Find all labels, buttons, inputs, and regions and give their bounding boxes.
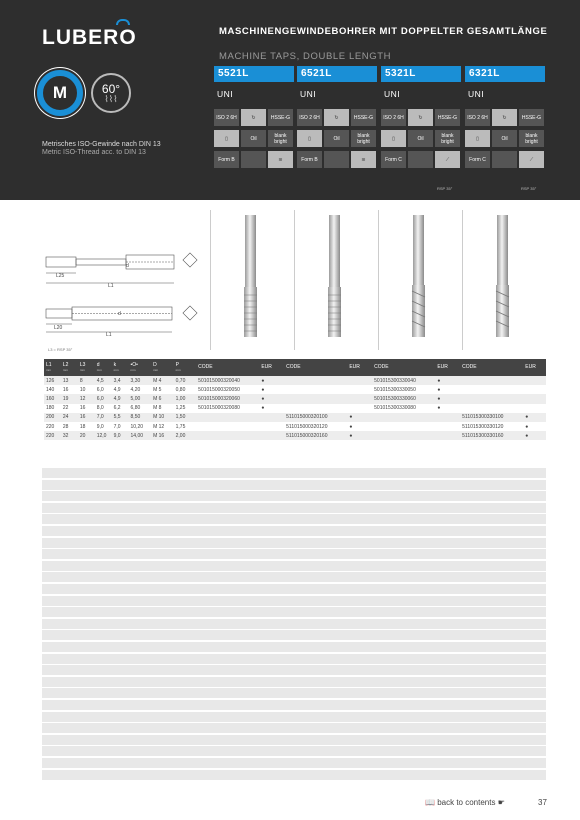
table-cell: 5,00	[129, 394, 152, 403]
table-cell: 9,0	[112, 431, 129, 440]
table-cell: ●	[435, 376, 460, 385]
product-type: UNI	[384, 89, 401, 99]
flute-icon: ≋	[268, 151, 293, 168]
table-cell: 7,0	[95, 413, 112, 422]
table-cell: 501015300330050	[374, 386, 416, 393]
table-cell: M 10	[151, 413, 174, 422]
table-cell: 1,00	[174, 394, 197, 403]
blank-badge	[492, 151, 517, 168]
table-cell: 140	[46, 386, 55, 393]
column-header: P mm	[174, 359, 197, 376]
table-cell	[284, 385, 347, 394]
tolerance-badge: ISO 2 6H	[214, 109, 239, 126]
table-cell	[372, 431, 435, 440]
dim-l25: L25	[56, 273, 65, 279]
table-cell	[372, 422, 435, 431]
empty-row	[42, 735, 546, 745]
lubricant-badge: Oil	[492, 130, 517, 147]
table-cell: 9,0	[96, 423, 104, 430]
table-cell: ●	[261, 405, 265, 412]
table-cell	[460, 404, 523, 413]
product-type: UNI	[217, 89, 234, 99]
rsp-angle-note: RSP 35°	[521, 186, 537, 191]
table-cell: 7,0	[113, 423, 121, 430]
table-cell: 10,20	[130, 423, 144, 430]
product-type: UNI	[300, 89, 317, 99]
spiral-flute-icon: ⟋	[519, 151, 544, 168]
table-row	[44, 413, 546, 422]
table-cell: 220	[46, 423, 55, 430]
column-header: EUR	[435, 359, 460, 376]
table-cell	[435, 431, 460, 440]
table-cell: 6,0	[95, 394, 112, 403]
empty-row	[42, 700, 546, 710]
table-row	[44, 394, 546, 403]
table-cell	[284, 394, 347, 403]
square-profile-icon	[183, 306, 197, 320]
back-to-contents-label: back to contents	[437, 798, 496, 807]
dim-d-bottom: d	[118, 311, 121, 317]
table-cell: 8	[78, 376, 95, 385]
empty-row	[42, 561, 546, 571]
table-cell: ●	[347, 413, 372, 422]
finish-badge: blank bright	[519, 130, 544, 147]
table-cell	[435, 413, 460, 422]
metric-profile-badge: M	[37, 70, 83, 116]
table-cell: M 8	[153, 405, 162, 412]
table-cell: M 16	[151, 431, 174, 440]
dimensions-table	[44, 359, 546, 440]
spiral-flute-icon: ⟋	[435, 151, 460, 168]
empty-row	[42, 677, 546, 687]
table-cell: 4,9	[112, 394, 129, 403]
table-cell: 6,0	[96, 386, 104, 393]
table-cell: 12,0	[95, 431, 112, 440]
column-header: CODE	[372, 359, 435, 376]
empty-row	[42, 630, 546, 640]
table-header-row	[44, 359, 546, 376]
table-cell: 8,0	[96, 405, 104, 412]
blank-badge	[241, 151, 266, 168]
book-icon: 📖	[425, 798, 435, 807]
product-type: UNI	[468, 89, 485, 99]
form-badge: Form C	[381, 151, 406, 168]
column-header: L2 mm	[61, 359, 78, 376]
table-cell	[347, 394, 372, 403]
empty-row	[42, 688, 546, 698]
form-badge: Form B	[297, 151, 322, 168]
table-cell	[460, 385, 523, 394]
table-cell: 4,9	[113, 386, 121, 393]
tap-image-6321L	[496, 215, 509, 337]
page-header	[0, 0, 580, 200]
iso-standard-en: Metric ISO-Thread acc. to DIN 13	[42, 149, 146, 156]
table-cell: ●	[259, 394, 284, 403]
lubricant-badge: Oil	[324, 130, 349, 147]
dim-d-top: d	[126, 263, 129, 269]
table-cell: 0,70	[174, 376, 197, 385]
column-divider	[294, 210, 295, 350]
table-row	[44, 422, 546, 431]
table-cell: ●	[435, 394, 460, 403]
flute-icon: ≋	[351, 151, 376, 168]
page-title-de: MASCHINENGEWINDEBOHRER MIT DOPPELTER GESAMTLÄNGE	[219, 26, 548, 37]
table-cell: 501015300330040	[372, 376, 435, 385]
column-divider	[210, 210, 211, 350]
table-cell: 501015300330080	[374, 405, 416, 412]
empty-row	[42, 723, 546, 733]
table-cell	[347, 376, 372, 385]
table-cell: ●	[437, 405, 441, 412]
table-cell: 1,75	[175, 423, 186, 430]
table-cell: 32	[61, 431, 78, 440]
tap-image-6521L	[328, 215, 341, 337]
table-cell: 200	[44, 413, 61, 422]
column-header: k mm	[112, 359, 129, 376]
tap-image-5321L	[412, 215, 425, 337]
tap-image-5521L	[244, 215, 257, 337]
empty-row	[42, 619, 546, 629]
product-column-2	[297, 66, 377, 168]
table-cell: 1,50	[174, 413, 197, 422]
table-cell: M 5	[153, 386, 162, 393]
table-cell	[347, 385, 372, 394]
material-badge: HSSE-G	[351, 109, 376, 126]
table-cell	[460, 394, 523, 403]
material-badge: HSSE-G	[268, 109, 293, 126]
thread-angle-badge: 60° ⌇⌇⌇	[91, 73, 131, 113]
table-cell	[196, 422, 259, 431]
table-cell: M 4	[151, 376, 174, 385]
tool-shape-icon: ▯	[465, 130, 490, 147]
table-cell: 6,80	[130, 405, 141, 412]
form-badge: Form B	[214, 151, 239, 168]
table-cell: 126	[44, 376, 61, 385]
table-row	[44, 404, 546, 413]
tool-shape-icon: ▯	[214, 130, 239, 147]
rotation-icon: ↻	[241, 109, 266, 126]
table-cell: M 6	[151, 394, 174, 403]
page-title-en: MACHINE TAPS, DOUBLE LENGTH	[219, 51, 392, 62]
column-divider	[462, 210, 463, 350]
back-to-contents-link[interactable]	[425, 798, 505, 807]
table-cell: 19	[61, 394, 78, 403]
table-cell	[259, 431, 284, 440]
table-cell: ●	[261, 386, 265, 393]
tap-schematic-2	[46, 307, 172, 332]
dim-l20: L20	[54, 325, 63, 331]
lubricant-badge: Oil	[408, 130, 433, 147]
empty-row	[42, 596, 546, 606]
table-cell: 3,4	[112, 376, 129, 385]
table-cell: 501015300330060	[372, 394, 435, 403]
empty-row	[42, 746, 546, 756]
table-cell	[460, 376, 523, 385]
empty-row	[42, 584, 546, 594]
empty-row	[42, 665, 546, 675]
table-cell	[284, 404, 347, 413]
table-cell: ●	[523, 431, 546, 440]
table-cell: 14,00	[129, 431, 152, 440]
dim-l1-top: L1	[108, 283, 114, 289]
iso-standard-de: Metrisches ISO-Gewinde nach DIN 13	[42, 141, 161, 148]
table-cell: 6,2	[113, 405, 121, 412]
table-row	[44, 431, 546, 440]
empty-row	[42, 503, 546, 513]
l3-footnote: L3 = RSP 35°	[48, 347, 73, 352]
table-cell: 8,50	[129, 413, 152, 422]
table-cell: 13	[61, 376, 78, 385]
empty-row	[42, 712, 546, 722]
table-cell: 501015000320050	[198, 386, 240, 393]
empty-row	[42, 607, 546, 617]
table-cell: 4,20	[130, 386, 141, 393]
table-cell: ●	[437, 386, 441, 393]
table-cell	[196, 413, 259, 422]
finish-badge: blank bright	[351, 130, 376, 147]
empty-row	[42, 491, 546, 501]
tolerance-badge: ISO 2 6H	[465, 109, 490, 126]
form-badge: Form C	[465, 151, 490, 168]
product-column-3	[381, 66, 461, 168]
table-cell: 160	[44, 394, 61, 403]
table-cell	[196, 431, 259, 440]
square-profile-icon	[183, 253, 197, 267]
table-cell: 511015000320120	[286, 423, 328, 430]
table-row	[44, 376, 546, 385]
table-cell: 16	[62, 386, 69, 393]
table-cell: 501015000320060	[196, 394, 259, 403]
finish-badge: blank bright	[435, 130, 460, 147]
tap-drawings	[0, 205, 580, 355]
table-cell: 511015000320100	[284, 413, 347, 422]
logo-arc-icon	[116, 19, 130, 25]
table-cell: 5,5	[112, 413, 129, 422]
blank-badge	[408, 151, 433, 168]
table-cell: 16	[78, 413, 95, 422]
table-cell: 0,80	[175, 386, 186, 393]
column-header: L1 mm	[44, 359, 61, 376]
table-cell: ●	[525, 423, 529, 430]
table-cell	[259, 422, 284, 431]
empty-row	[42, 538, 546, 548]
blank-badge	[324, 151, 349, 168]
product-code: 5321L	[381, 66, 461, 82]
table-cell: 22	[62, 405, 69, 412]
product-column-1	[214, 66, 294, 168]
rotation-icon: ↻	[408, 109, 433, 126]
table-cell: 10	[79, 386, 86, 393]
thread-profile-icon: ⌇⌇⌇	[104, 94, 118, 104]
product-code: 6521L	[297, 66, 377, 82]
table-cell	[259, 413, 284, 422]
table-cell	[523, 394, 546, 403]
column-header: CODE	[284, 359, 347, 376]
table-cell	[523, 404, 546, 413]
tap-schematic-1	[46, 255, 174, 283]
product-code: 6321L	[465, 66, 545, 82]
column-header: •O• mm	[129, 359, 152, 376]
table-cell: 501015000320040	[196, 376, 259, 385]
table-cell	[372, 413, 435, 422]
finish-badge: blank bright	[268, 130, 293, 147]
hand-pointer-icon: ☛	[497, 798, 505, 807]
empty-row	[42, 654, 546, 664]
column-header: L3 mm	[78, 359, 95, 376]
table-cell: 20	[78, 431, 95, 440]
page-number: 37	[538, 798, 547, 807]
table-cell: 501015000320080	[198, 405, 240, 412]
table-cell: 180	[46, 405, 55, 412]
empty-row	[42, 642, 546, 652]
table-cell: ●	[259, 376, 284, 385]
table-cell: 28	[62, 423, 69, 430]
table-row	[44, 385, 546, 394]
column-header: EUR	[523, 359, 546, 376]
brand-logo: LUBERO	[42, 26, 137, 49]
table-cell: ●	[347, 431, 372, 440]
table-cell: 511015300330100	[460, 413, 523, 422]
column-divider	[378, 210, 379, 350]
column-header: CODE	[460, 359, 523, 376]
table-cell: M 12	[153, 423, 165, 430]
tolerance-badge: ISO 2 6H	[381, 109, 406, 126]
table-cell: ●	[349, 423, 353, 430]
empty-row	[42, 549, 546, 559]
rotation-icon: ↻	[324, 109, 349, 126]
table-cell: 511015300330160	[460, 431, 523, 440]
table-cell	[347, 404, 372, 413]
table-cell: 511015000320160	[284, 431, 347, 440]
table-cell: ●	[523, 413, 546, 422]
lubricant-badge: Oil	[241, 130, 266, 147]
table-cell: 511015300330120	[462, 423, 504, 430]
empty-row	[42, 480, 546, 490]
rsp-angle-note: RSP 35°	[437, 186, 453, 191]
table-cell	[523, 376, 546, 385]
empty-row	[42, 526, 546, 536]
material-badge: HSSE-G	[519, 109, 544, 126]
table-cell: 1,25	[175, 405, 186, 412]
empty-row	[42, 572, 546, 582]
column-header: CODE	[196, 359, 259, 376]
table-cell: 3,30	[129, 376, 152, 385]
column-header: EUR	[347, 359, 372, 376]
tolerance-badge: ISO 2 6H	[297, 109, 322, 126]
table-cell	[435, 422, 460, 431]
table-cell: 16	[79, 405, 86, 412]
product-column-4	[465, 66, 545, 168]
empty-row	[42, 514, 546, 524]
empty-row	[42, 770, 546, 780]
table-cell: 2,00	[174, 431, 197, 440]
column-header: d mm	[95, 359, 112, 376]
empty-row	[42, 468, 546, 478]
column-header: EUR	[259, 359, 284, 376]
table-cell: 24	[61, 413, 78, 422]
table-cell	[284, 376, 347, 385]
table-cell: 18	[79, 423, 86, 430]
rotation-icon: ↻	[492, 109, 517, 126]
dim-l1-bottom: L1	[106, 332, 112, 338]
table-cell	[523, 385, 546, 394]
product-code: 5521L	[214, 66, 294, 82]
table-cell: 220	[44, 431, 61, 440]
empty-row	[42, 758, 546, 768]
column-header: D mm	[151, 359, 174, 376]
table-cell: 4,5	[95, 376, 112, 385]
tool-shape-icon: ▯	[297, 130, 322, 147]
table-cell: 12	[78, 394, 95, 403]
tool-shape-icon: ▯	[381, 130, 406, 147]
material-badge: HSSE-G	[435, 109, 460, 126]
